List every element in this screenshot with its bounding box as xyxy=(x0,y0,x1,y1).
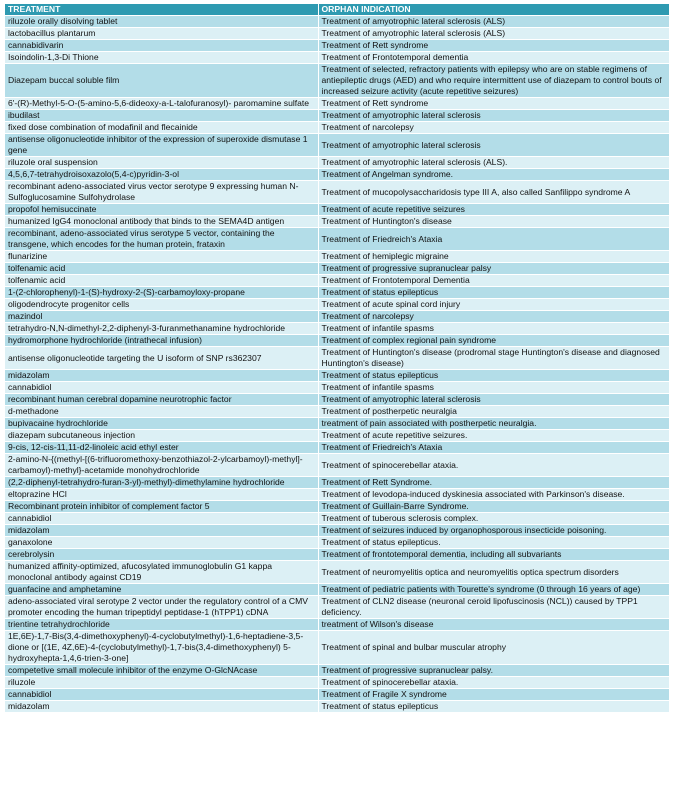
table-row xyxy=(5,157,669,169)
treatment-cell: cerebrolysin xyxy=(5,549,318,561)
treatment-cell: 2-amino-N-{(methyl-[(6-trifluoromethoxy-benzothiazol-2-ylcarbamoyl)-methyl]-carbamoyl)-methyl}-acetamide monohydrochloride xyxy=(5,454,318,477)
orphan-indication-cell: Treatment of narcolepsy xyxy=(318,122,669,134)
table-row xyxy=(5,28,669,40)
orphan-indication-cell: Treatment of Huntington's disease xyxy=(318,216,669,228)
treatment-cell: riluzole orally disolving tablet xyxy=(5,16,318,28)
orphan-indication-cell: Treatment of complex regional pain syndrome xyxy=(318,335,669,347)
header-row xyxy=(5,4,669,16)
orphan-indication-column-header: ORPHAN INDICATION xyxy=(318,4,669,16)
orphan-indication-cell: Treatment of spinal and bulbar muscular atrophy xyxy=(318,631,669,665)
table-row xyxy=(5,584,669,596)
treatment-cell: diazepam subcutaneous injection xyxy=(5,430,318,442)
treatment-cell: mazindol xyxy=(5,311,318,323)
treatment-cell: (2,2-diphenyl-tetrahydro-furan-3-yl)-methyl)-dimethylamine hydrochloride xyxy=(5,477,318,489)
orphan-indication-cell: Treatment of acute spinal cord injury xyxy=(318,299,669,311)
table-row xyxy=(5,665,669,677)
table-row xyxy=(5,263,669,275)
treatment-cell: antisense oligonucleotide targeting the U isoform of SNP rs362307 xyxy=(5,347,318,370)
treatment-cell: 9-cis, 12-cis-11,11-d2-linoleic acid ethyl ester xyxy=(5,442,318,454)
treatment-cell: antisense oligonucleotide inhibitor of the expression of superoxide dismutase 1 gene xyxy=(5,134,318,157)
table-row xyxy=(5,134,669,157)
table-row xyxy=(5,677,669,689)
table-row xyxy=(5,251,669,263)
treatment-cell: tolfenamic acid xyxy=(5,275,318,287)
table-row xyxy=(5,40,669,52)
table-row xyxy=(5,596,669,619)
table-body xyxy=(5,16,669,713)
treatment-cell: hydromorphone hydrochloride (intrathecal infusion) xyxy=(5,335,318,347)
orphan-indication-cell: Treatment of Angelman syndrome. xyxy=(318,169,669,181)
orphan-indication-cell: treatment of pain associated with postherpetic neuralgia. xyxy=(318,418,669,430)
treatment-cell: ibudilast xyxy=(5,110,318,122)
orphan-indication-cell: Treatment of Guillain-Barre Syndrome. xyxy=(318,501,669,513)
orphan-indication-cell: Treatment of spinocerebellar ataxia. xyxy=(318,677,669,689)
table-row xyxy=(5,394,669,406)
treatment-cell: 6'-(R)-Methyl-5-O-(5-amino-5,6-dideoxy-a-L-talofuranosyl)- paromamine sulfate xyxy=(5,98,318,110)
table-row xyxy=(5,216,669,228)
table-row xyxy=(5,382,669,394)
orphan-indication-cell: Treatment of mucopolysaccharidosis type III A, also called Sanfilippo syndrome A xyxy=(318,181,669,204)
orphan-designation-table xyxy=(5,4,670,713)
orphan-indication-cell: Treatment of status epilepticus xyxy=(318,287,669,299)
table-row xyxy=(5,619,669,631)
treatment-cell: trientine tetrahydrochloride xyxy=(5,619,318,631)
orphan-indication-cell: Treatment of levodopa-induced dyskinesia associated with Parkinson's disease. xyxy=(318,489,669,501)
orphan-indication-cell: Treatment of Friedreich's Ataxia xyxy=(318,442,669,454)
table-row xyxy=(5,513,669,525)
orphan-indication-cell: Treatment of spinocerebellar ataxia. xyxy=(318,454,669,477)
orphan-indication-cell: Treatment of amyotrophic lateral sclerosis (ALS). xyxy=(318,157,669,169)
orphan-indication-cell: Treatment of amyotrophic lateral sclerosis xyxy=(318,394,669,406)
orphan-indication-cell: Treatment of status epilepticus. xyxy=(318,537,669,549)
treatment-cell: midazolam xyxy=(5,370,318,382)
orphan-indication-cell: Treatment of Frontotemporal Dementia xyxy=(318,275,669,287)
orphan-indication-cell: Treatment of Huntington's disease (prodromal stage Huntington's disease and diagnosed Huntington's disease) xyxy=(318,347,669,370)
orphan-indication-cell: Treatment of amyotrophic lateral sclerosis xyxy=(318,134,669,157)
table-row xyxy=(5,406,669,418)
orphan-indication-cell: Treatment of Rett Syndrome. xyxy=(318,477,669,489)
table-row xyxy=(5,323,669,335)
table-row xyxy=(5,549,669,561)
treatment-cell: tolfenamic acid xyxy=(5,263,318,275)
table-row xyxy=(5,525,669,537)
orphan-indication-cell: Treatment of progressive supranuclear palsy xyxy=(318,263,669,275)
treatment-cell: recombinant human cerebral dopamine neurotrophic factor xyxy=(5,394,318,406)
orphan-indication-cell: Treatment of pediatric patients with Tourette's syndrome (0 through 16 years of age) xyxy=(318,584,669,596)
table-row xyxy=(5,204,669,216)
treatment-cell: lactobacillus plantarum xyxy=(5,28,318,40)
table-row xyxy=(5,110,669,122)
treatment-cell: recombinant, adeno-associated virus serotype 5 vector, containing the transgene, which encodes for the human protein, frataxin xyxy=(5,228,318,251)
orphan-indication-cell: Treatment of narcolepsy xyxy=(318,311,669,323)
table-row xyxy=(5,181,669,204)
orphan-indication-cell: Treatment of amyotrophic lateral sclerosis xyxy=(318,110,669,122)
treatment-cell: humanized affinity-optimized, afucosylated immunoglobulin G1 kappa monoclonal antibody against CD19 xyxy=(5,561,318,584)
treatment-cell: Isoindolin-1,3-Di Thione xyxy=(5,52,318,64)
orphan-indication-cell: Treatment of frontotemporal dementia, including all subvariants xyxy=(318,549,669,561)
table-row xyxy=(5,98,669,110)
orphan-indication-cell: Treatment of infantile spasms xyxy=(318,323,669,335)
treatment-cell: riluzole xyxy=(5,677,318,689)
orphan-indication-cell: Treatment of status epilepticus xyxy=(318,701,669,713)
treatment-cell: bupivacaine hydrochloride xyxy=(5,418,318,430)
orphan-indication-cell: Treatment of Fragile X syndrome xyxy=(318,689,669,701)
table-row xyxy=(5,299,669,311)
table-row xyxy=(5,701,669,713)
treatment-cell: eltoprazine HCl xyxy=(5,489,318,501)
orphan-indication-cell: Treatment of CLN2 disease (neuronal ceroid lipofuscinosis (NCL)) caused by TPP1 deficiency. xyxy=(318,596,669,619)
orphan-designation-table-container xyxy=(5,4,669,713)
treatment-column-header: TREATMENT xyxy=(5,4,318,16)
table-row xyxy=(5,561,669,584)
table-row xyxy=(5,347,669,370)
table-row xyxy=(5,501,669,513)
table-row xyxy=(5,631,669,665)
orphan-indication-cell: Treatment of seizures induced by organophosporous insecticide poisoning. xyxy=(318,525,669,537)
orphan-indication-cell: Treatment of acute repetitive seizures xyxy=(318,204,669,216)
treatment-cell: humanized IgG4 monoclonal antibody that binds to the SEMA4D antigen xyxy=(5,216,318,228)
table-row xyxy=(5,454,669,477)
orphan-indication-cell: Treatment of Rett syndrome xyxy=(318,40,669,52)
table-row xyxy=(5,430,669,442)
treatment-cell: guanfacine and amphetamine xyxy=(5,584,318,596)
table-row xyxy=(5,122,669,134)
treatment-cell: 4,5,6,7-tetrahydroisoxazolo(5,4-c)pyridin-3-ol xyxy=(5,169,318,181)
orphan-indication-cell: treatment of Wilson's disease xyxy=(318,619,669,631)
orphan-indication-cell: Treatment of amyotrophic lateral sclerosis (ALS) xyxy=(318,16,669,28)
treatment-cell: midazolam xyxy=(5,525,318,537)
table-row xyxy=(5,335,669,347)
orphan-indication-cell: Treatment of Friedreich's Ataxia xyxy=(318,228,669,251)
orphan-indication-cell: Treatment of infantile spasms xyxy=(318,382,669,394)
orphan-indication-cell: Treatment of progressive supranuclear palsy. xyxy=(318,665,669,677)
orphan-indication-cell: Treatment of Rett syndrome xyxy=(318,98,669,110)
treatment-cell: Diazepam buccal soluble film xyxy=(5,64,318,98)
table-row xyxy=(5,64,669,98)
orphan-indication-cell: Treatment of acute repetitive seizures. xyxy=(318,430,669,442)
table-row xyxy=(5,537,669,549)
orphan-indication-cell: Treatment of tuberous sclerosis complex. xyxy=(318,513,669,525)
table-row xyxy=(5,442,669,454)
table-row xyxy=(5,311,669,323)
treatment-cell: riluzole oral suspension xyxy=(5,157,318,169)
orphan-indication-cell: Treatment of hemiplegic migraine xyxy=(318,251,669,263)
table-row xyxy=(5,370,669,382)
treatment-cell: midazolam xyxy=(5,701,318,713)
table-row xyxy=(5,275,669,287)
table-row xyxy=(5,489,669,501)
table-row xyxy=(5,418,669,430)
table-row xyxy=(5,228,669,251)
treatment-cell: cannabidiol xyxy=(5,689,318,701)
treatment-cell: oligodendrocyte progenitor cells xyxy=(5,299,318,311)
table-row xyxy=(5,52,669,64)
treatment-cell: tetrahydro-N,N-dimethyl-2,2-diphenyl-3-furanmethanamine hydrochloride xyxy=(5,323,318,335)
treatment-cell: flunarizine xyxy=(5,251,318,263)
treatment-cell: recombinant adeno-associated virus vector serotype 9 expressing human N-Sulfoglucosamine Sulfohydrolase xyxy=(5,181,318,204)
table-row xyxy=(5,287,669,299)
table-row xyxy=(5,169,669,181)
treatment-cell: d-methadone xyxy=(5,406,318,418)
orphan-indication-cell: Treatment of postherpetic neuralgia xyxy=(318,406,669,418)
treatment-cell: adeno-associated viral serotype 2 vector under the regulatory control of a CMV promoter encoding the human tripeptidyl peptidase-1 (hTPP1) cDNA xyxy=(5,596,318,619)
treatment-cell: fixed dose combination of modafinil and flecainide xyxy=(5,122,318,134)
treatment-cell: Recombinant protein inhibitor of complement factor 5 xyxy=(5,501,318,513)
table-row xyxy=(5,16,669,28)
orphan-indication-cell: Treatment of amyotrophic lateral sclerosis (ALS) xyxy=(318,28,669,40)
orphan-indication-cell: Treatment of selected, refractory patients with epilepsy who are on stable regimens of antiepileptic drugs (AED) and who require intermittent use of diazepam to control bouts of increased seizure activity (acute repetitive seizures) xyxy=(318,64,669,98)
orphan-indication-cell: Treatment of status epilepticus xyxy=(318,370,669,382)
treatment-cell: cannabidivarin xyxy=(5,40,318,52)
treatment-cell: 1E,6E)-1,7-Bis(3,4-dimethoxyphenyl)-4-cyclobutylmethyl)-1,6-heptadiene-3,5-dione or [(1E, 4Z,6E)-4-(cyclobutylmethyl)-1,7-bis(3,4-dimethoxyphenyl) 5-hydroxyhepta-1,4,6-trien-3-one] xyxy=(5,631,318,665)
treatment-cell: cannabidiol xyxy=(5,382,318,394)
table-row xyxy=(5,477,669,489)
treatment-cell: competetive small molecule inhibitor of the enzyme O-GlcNAcase xyxy=(5,665,318,677)
table-row xyxy=(5,689,669,701)
treatment-cell: cannabidiol xyxy=(5,513,318,525)
treatment-cell: ganaxolone xyxy=(5,537,318,549)
treatment-cell: 1-(2-chlorophenyl)-1-(S)-hydroxy-2-(S)-carbamoyloxy-propane xyxy=(5,287,318,299)
orphan-indication-cell: Treatment of neuromyelitis optica and neuromyelitis optica spectrum disorders xyxy=(318,561,669,584)
treatment-cell: propofol hemisuccinate xyxy=(5,204,318,216)
orphan-indication-cell: Treatment of Frontotemporal dementia xyxy=(318,52,669,64)
